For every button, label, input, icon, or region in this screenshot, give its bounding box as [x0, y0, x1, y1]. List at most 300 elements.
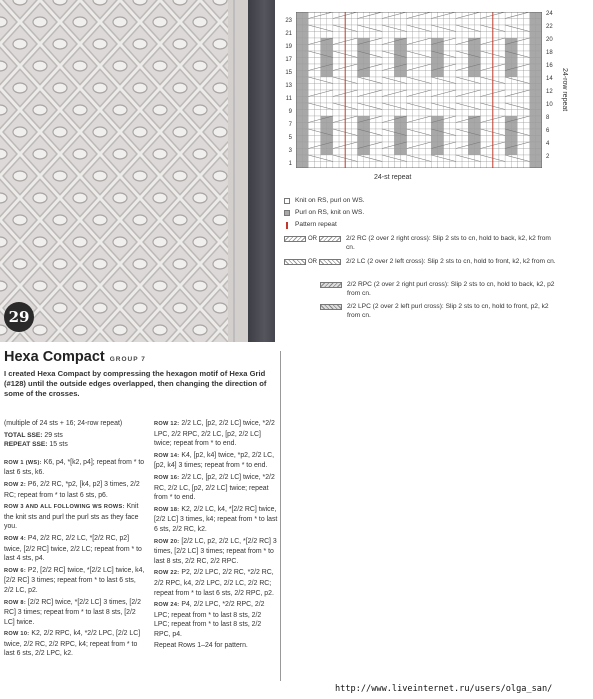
chart-cell — [493, 71, 499, 78]
chart-cell — [499, 110, 505, 117]
chart-cell — [536, 110, 542, 117]
chart-cell — [327, 32, 333, 39]
chart-cell — [431, 136, 437, 143]
chart-cell — [302, 38, 308, 45]
chart-cell — [364, 71, 370, 78]
lc-symbol-icon — [284, 259, 306, 265]
chart-cell — [308, 162, 314, 169]
chart-cell — [493, 19, 499, 26]
chart-cell — [474, 149, 480, 156]
source-url: http://www.liveinternet.ru/users/olga_san/ — [335, 684, 553, 694]
chart-cell — [468, 58, 474, 65]
chart-cell — [376, 97, 382, 104]
lpc-symbol-icon — [320, 304, 342, 310]
chart-cell — [296, 71, 302, 78]
chart-cell — [394, 162, 400, 169]
chart-cell — [517, 32, 523, 39]
chart-cell — [425, 45, 431, 52]
row-instruction: ROW 16: 2/2 LC, [p2, 2/2 LC] twice, *2/2 RC, 2/2 LC, [p2, 2/2 LC] twice; repeat from * to end. — [154, 473, 275, 502]
chart-cell — [339, 162, 345, 169]
chart-cell — [364, 149, 370, 156]
chart-cell — [302, 116, 308, 123]
chart-cell — [327, 19, 333, 26]
chart-cell — [327, 71, 333, 78]
chart-cell — [413, 149, 419, 156]
chart-cell — [358, 149, 364, 156]
chart-cell — [407, 19, 413, 26]
chart-cell — [425, 97, 431, 104]
chart-cell — [487, 149, 493, 156]
chart-cell — [517, 110, 523, 117]
chart-grid — [296, 12, 542, 168]
chart-cell — [296, 77, 302, 84]
chart-cell — [524, 136, 530, 143]
instructions-column-2 — [154, 419, 278, 651]
chart-cell — [394, 32, 400, 39]
row-number: 6 — [546, 128, 550, 134]
chart-cell — [314, 123, 320, 130]
chart-cell — [425, 71, 431, 78]
chart-cell — [376, 32, 382, 39]
chart-cell — [296, 25, 302, 32]
chart-cell — [431, 84, 437, 91]
chart-cell — [536, 136, 542, 143]
chart-cell — [321, 84, 327, 91]
chart-cell — [364, 45, 370, 52]
chart-cell — [339, 32, 345, 39]
chart-cell — [370, 123, 376, 130]
chart-cell — [308, 123, 314, 130]
chart-cell — [314, 32, 320, 39]
chart-cell — [450, 71, 456, 78]
chart-cell — [394, 97, 400, 104]
row-instruction: ROW 1 (WS): K6, p4, *[k2, p4]; repeat from * to last 6 sts, k6. — [4, 458, 145, 477]
chart-cell — [444, 19, 450, 26]
chart-cell — [437, 110, 443, 117]
chart-cell — [302, 129, 308, 136]
chart-cell — [345, 58, 351, 65]
chart-cell — [333, 110, 339, 117]
chart-cell — [407, 97, 413, 104]
row-instruction: ROW 20: [2/2 LC, p2, 2/2 LC, *[2/2 RC] 3 times, [2/2 LC] 3 times; repeat from * to last 8 sts, 2/2 RC, 2/2 RPC. — [154, 537, 277, 565]
chart-cell — [437, 123, 443, 130]
chart-cell — [419, 71, 425, 78]
repeat-sse: REPEAT SSE: 15 sts — [4, 441, 68, 449]
chart-cell — [474, 84, 480, 91]
chart-cell — [296, 110, 302, 117]
multiple-info: (multiple of 24 sts + 16; 24-row repeat) — [4, 420, 123, 427]
legend-rc: OR 2/2 RC (2 over 2 right cross): Slip 2 sts to cn, hold to back, k2, k2 from cn. — [284, 235, 560, 252]
chart-cell — [351, 110, 357, 117]
chart-cell — [345, 97, 351, 104]
chart-cell — [382, 162, 388, 169]
chart-cell — [419, 123, 425, 130]
chart-cell — [437, 136, 443, 143]
chart-cell — [296, 129, 302, 136]
chart-cell — [327, 84, 333, 91]
chart-cell — [314, 162, 320, 169]
chart-cell — [444, 123, 450, 130]
chart-cell — [456, 149, 462, 156]
chart-cell — [487, 110, 493, 117]
chart-cell — [511, 149, 517, 156]
chart-cell — [407, 149, 413, 156]
chart-cell — [339, 45, 345, 52]
chart-cell — [444, 162, 450, 169]
legend-rpc: 2/2 RPC (2 over 2 right purl cross): Slip 2 sts to cn, hold to back, k2, p2 from cn. — [320, 281, 561, 298]
chart-cell — [487, 123, 493, 130]
chart-cell — [296, 123, 302, 130]
chart-cell — [481, 110, 487, 117]
chart-cell — [388, 123, 394, 130]
chart-cell — [413, 45, 419, 52]
chart-cell — [382, 19, 388, 26]
chart-cell — [358, 71, 364, 78]
chart-cell — [493, 97, 499, 104]
chart-cell — [364, 162, 370, 169]
chart-cell — [530, 84, 536, 91]
chart-cell — [345, 71, 351, 78]
chart-cell — [444, 136, 450, 143]
chart-cell — [481, 123, 487, 130]
chart-cell — [431, 97, 437, 104]
chart-cell — [437, 162, 443, 169]
chart-cell — [339, 58, 345, 65]
chart-cell — [308, 149, 314, 156]
chart-cell — [499, 19, 505, 26]
chart-cell — [468, 149, 474, 156]
chart-cell — [401, 110, 407, 117]
chart-cell — [333, 97, 339, 104]
chart-cell — [536, 19, 542, 26]
chart-cell — [314, 45, 320, 52]
purl-symbol-icon — [284, 210, 290, 216]
chart-cell — [296, 19, 302, 26]
chart-cell — [394, 19, 400, 26]
knit-swatch-image — [0, 0, 248, 342]
chart-cell — [450, 97, 456, 104]
row-number: 13 — [285, 82, 292, 89]
chart-cell — [468, 84, 474, 91]
chart-cell — [487, 162, 493, 169]
chart-cell — [505, 58, 511, 65]
row-number: 24 — [546, 11, 553, 17]
chart-cell — [321, 123, 327, 130]
chart-cell — [296, 162, 302, 169]
chart-cell — [511, 84, 517, 91]
chart-cell — [474, 45, 480, 52]
row-number: 3 — [288, 147, 292, 154]
chart-cell — [296, 32, 302, 39]
chart-cell — [468, 32, 474, 39]
row-number: 11 — [285, 95, 292, 102]
chart-cell — [524, 84, 530, 91]
chart-cell — [450, 136, 456, 143]
chart-cell — [444, 71, 450, 78]
row-number: 12 — [546, 89, 553, 95]
chart-cell — [321, 136, 327, 143]
chart-cell — [321, 149, 327, 156]
chart-cell — [376, 136, 382, 143]
chart-cell — [530, 110, 536, 117]
chart-cell — [530, 51, 536, 58]
chart-cell — [401, 136, 407, 143]
chart-cell — [462, 149, 468, 156]
chart-cell — [376, 19, 382, 26]
chart-cell — [364, 123, 370, 130]
chart-cell — [302, 142, 308, 149]
chart-cell — [524, 149, 530, 156]
chart-cell — [524, 45, 530, 52]
chart-cell — [388, 32, 394, 39]
chart-cell — [308, 19, 314, 26]
chart-cell — [382, 32, 388, 39]
chart-cell — [302, 149, 308, 156]
chart-cell — [364, 136, 370, 143]
chart-cell — [499, 97, 505, 104]
chart-cell — [481, 84, 487, 91]
chart-cell — [493, 123, 499, 130]
chart-cell — [413, 162, 419, 169]
chart-cell — [308, 32, 314, 39]
chart-cell — [401, 45, 407, 52]
row-number: 15 — [285, 69, 292, 76]
chart-cell — [321, 162, 327, 169]
chart-cell — [493, 110, 499, 117]
chart-cell — [333, 162, 339, 169]
chart-cell — [388, 136, 394, 143]
chart-cell — [431, 71, 437, 78]
chart-cell — [437, 149, 443, 156]
chart-cell — [376, 84, 382, 91]
chart-cell — [468, 19, 474, 26]
chart-cell — [499, 32, 505, 39]
chart-cell — [425, 110, 431, 117]
chart-cell — [382, 149, 388, 156]
chart-cell — [530, 90, 536, 97]
row-instruction: ROW 24: P4, 2/2 LPC, *2/2 RPC, 2/2 LPC; repeat from * to last 8 sts, 2/2 LPC; repeat from * to last 8 sts, 2/2 RPC, p4. — [154, 601, 265, 638]
chart-cell — [333, 32, 339, 39]
chart-cell — [474, 162, 480, 169]
chart-cell — [444, 149, 450, 156]
chart-cell — [481, 162, 487, 169]
chart-cell — [419, 97, 425, 104]
chart-cell — [425, 32, 431, 39]
chart-cell — [327, 162, 333, 169]
chart-cell — [450, 32, 456, 39]
chart-cell — [505, 32, 511, 39]
chart-cell — [530, 97, 536, 104]
chart-cell — [370, 110, 376, 117]
chart-cell — [308, 110, 314, 117]
chart-cell — [524, 32, 530, 39]
chart-cell — [487, 19, 493, 26]
chart-cell — [425, 123, 431, 130]
row-instruction: ROW 8: [2/2 RC] twice, *[2/2 LC] 3 times, [2/2 RC] 3 times; repeat from * to last 8 sts, [2/2 LC] twice. — [4, 598, 141, 626]
chart-cell — [505, 19, 511, 26]
chart-cell — [450, 19, 456, 26]
chart-cell — [481, 32, 487, 39]
chart-cell — [370, 97, 376, 104]
chart-cell — [296, 64, 302, 71]
chart-cell — [481, 45, 487, 52]
chart-cell — [505, 123, 511, 130]
row-instruction: ROW 14: K4, [p2, k4] twice, *p2, 2/2 LC, [p2, k4] 3 times; repeat from * to end. — [154, 451, 275, 470]
chart-cell — [296, 97, 302, 104]
chart-cell — [487, 97, 493, 104]
chart-cell — [302, 155, 308, 162]
chart-cell — [376, 71, 382, 78]
chart-cell — [511, 162, 517, 169]
chart-cell — [327, 58, 333, 65]
chart-cell — [364, 110, 370, 117]
chart-cell — [468, 45, 474, 52]
chart-cell — [302, 71, 308, 78]
chart-cell — [345, 32, 351, 39]
chart-cell — [314, 19, 320, 26]
chart-cell — [468, 110, 474, 117]
lc-alt-symbol-icon — [319, 259, 341, 265]
chart-cell — [407, 71, 413, 78]
chart-cell — [530, 45, 536, 52]
chart-cell — [499, 162, 505, 169]
chart-cell — [394, 45, 400, 52]
chart-cell — [481, 19, 487, 26]
chart-cell — [358, 84, 364, 91]
chart-cell — [364, 84, 370, 91]
chart-cell — [530, 129, 536, 136]
row-number: 20 — [546, 37, 553, 43]
chart-cell — [321, 19, 327, 26]
chart-cell — [493, 32, 499, 39]
chart-cell — [407, 32, 413, 39]
chart-cell — [302, 25, 308, 32]
row-number: 17 — [285, 56, 292, 63]
chart-cell — [327, 123, 333, 130]
chart-cell — [511, 110, 517, 117]
chart-cell — [419, 84, 425, 91]
chart-cell — [431, 162, 437, 169]
chart-cell — [376, 58, 382, 65]
chart-cell — [314, 136, 320, 143]
chart-cell — [450, 84, 456, 91]
chart-cell — [308, 136, 314, 143]
chart-cell — [351, 19, 357, 26]
chart-cell — [321, 58, 327, 65]
chart-cell — [321, 45, 327, 52]
chart-cell — [296, 45, 302, 52]
chart-cell — [314, 110, 320, 117]
chart-cell — [524, 97, 530, 104]
chart-cell — [382, 97, 388, 104]
chart-cell — [308, 97, 314, 104]
pattern-footer: Repeat Rows 1–24 for pattern. — [154, 642, 248, 650]
chart-cell — [388, 71, 394, 78]
chart-cell — [401, 84, 407, 91]
row-number: 10 — [546, 102, 553, 108]
chart-cell — [370, 136, 376, 143]
row-instruction: ROW 22: P2, 2/2 LPC, 2/2 RC, *2/2 RC, 2/2 RPC, k4, 2/2 LPC, 2/2 LC, 2/2 RC; repeat from * to last 6 sts, 2/2 RPC, p2. — [154, 569, 274, 597]
chart-cell — [351, 149, 357, 156]
chart-cell — [481, 71, 487, 78]
chart-cell — [407, 58, 413, 65]
chart-cell — [302, 19, 308, 26]
chart-cell — [321, 71, 327, 78]
legend-lc: OR 2/2 LC (2 over 2 left cross): Slip 2 sts to cn, hold to front, k2, k2 from cn. — [284, 258, 560, 267]
chart-cell — [474, 97, 480, 104]
row-number: 14 — [546, 76, 553, 82]
chart-cell — [536, 142, 542, 149]
chart-cell — [462, 19, 468, 26]
chart-cell — [456, 45, 462, 52]
chart-cell — [339, 110, 345, 117]
chart-cell — [327, 45, 333, 52]
chart-cell — [431, 45, 437, 52]
chart-cell — [333, 71, 339, 78]
chart-cell — [358, 58, 364, 65]
chart-cell — [425, 84, 431, 91]
chart-cell — [296, 142, 302, 149]
row-number: 16 — [546, 63, 553, 69]
pattern-title: Hexa Compact GROUP 7 — [4, 349, 146, 365]
chart-cell — [401, 149, 407, 156]
chart-cell — [296, 90, 302, 97]
chart-cell — [456, 19, 462, 26]
chart-cell — [296, 38, 302, 45]
chart-cell — [382, 110, 388, 117]
chart-cell — [511, 32, 517, 39]
chart-cell — [481, 58, 487, 65]
rpc-symbol-icon — [320, 282, 342, 288]
chart-cell — [468, 136, 474, 143]
chart-cell — [530, 103, 536, 110]
chart-cell — [339, 149, 345, 156]
chart-cell — [530, 38, 536, 45]
chart-cell — [394, 58, 400, 65]
chart-cell — [388, 110, 394, 117]
chart-cell — [517, 136, 523, 143]
chart-cell — [444, 45, 450, 52]
chart-cell — [444, 58, 450, 65]
chart-cell — [524, 71, 530, 78]
chart-cell — [456, 84, 462, 91]
chart-cell — [536, 155, 542, 162]
legend-lpc: 2/2 LPC (2 over 2 left purl cross): Slip 2 sts to cn, hold to front, p2, k2 from cn. — [320, 303, 561, 320]
chart-cell — [321, 32, 327, 39]
chart-cell — [431, 149, 437, 156]
chart-cell — [505, 149, 511, 156]
chart-cell — [437, 71, 443, 78]
chart-cell — [358, 123, 364, 130]
chart-cell — [413, 84, 419, 91]
chart-cell — [302, 51, 308, 58]
chart-cell — [536, 58, 542, 65]
chart-cell — [358, 45, 364, 52]
chart-cell — [308, 58, 314, 65]
chart-cell — [358, 162, 364, 169]
chart-cell — [401, 19, 407, 26]
chart-cell — [358, 19, 364, 26]
chart-cell — [536, 90, 542, 97]
chart-cell — [536, 116, 542, 123]
chart-cell — [339, 123, 345, 130]
row-number: 22 — [546, 24, 553, 30]
row-instruction: ROW 6: P2, [2/2 RC] twice, *[2/2 LC] twice, k4, [2/2 RC] 3 times; repeat from * to last 6 sts, 2/2 LC, p2. — [4, 566, 145, 594]
chart-cell — [333, 123, 339, 130]
chart-cell — [462, 58, 468, 65]
chart-cell — [296, 155, 302, 162]
chart-cell — [517, 71, 523, 78]
